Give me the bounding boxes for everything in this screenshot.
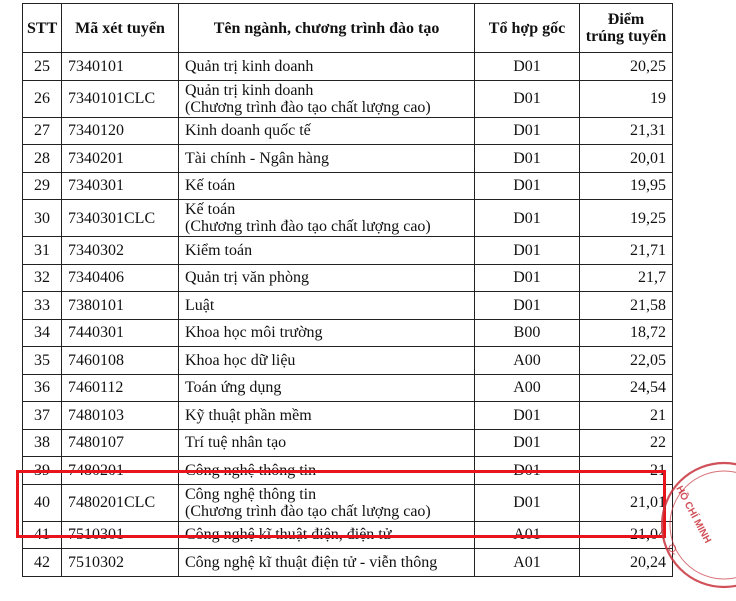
cell-stt: 31	[23, 237, 62, 265]
cell-stt: 29	[23, 172, 62, 200]
cell-combo: A00	[475, 347, 580, 375]
cell-code: 7340302	[62, 237, 179, 265]
program-name-line: Công nghệ kĩ thuật điện, điện tử	[185, 526, 392, 544]
cell-program-name	[179, 347, 475, 375]
cell-score: 22,05	[580, 347, 673, 375]
cell-program-name	[179, 237, 475, 265]
cell-code: 7480103	[62, 402, 179, 430]
cell-stt: 34	[23, 319, 62, 347]
table-row	[23, 117, 673, 145]
program-name-line: Quản trị văn phòng	[185, 269, 309, 287]
program-name-line: Toán ứng dụng	[185, 379, 282, 397]
program-name-line: Kinh doanh quốc tế	[185, 122, 311, 140]
cell-stt: 36	[23, 374, 62, 402]
cell-stt: 33	[23, 292, 62, 320]
table-row	[23, 172, 673, 200]
cell-stt: 41	[23, 521, 62, 549]
cell-score: 21,31	[580, 117, 673, 145]
cell-program-name	[179, 145, 475, 173]
table-row	[23, 402, 673, 430]
cell-combo: D01	[475, 80, 580, 117]
cell-stt: 39	[23, 457, 62, 485]
cell-combo: D01	[475, 145, 580, 173]
program-name-line: Tài chính - Ngân hàng	[185, 149, 329, 167]
cell-score: 20,24	[580, 549, 673, 577]
program-name-line: Công nghệ thông tin	[185, 461, 317, 479]
table-header-row	[23, 4, 673, 53]
cell-code: 7480201	[62, 457, 179, 485]
cell-stt: 26	[23, 80, 62, 117]
cell-program-name	[179, 200, 475, 237]
cell-stt: 30	[23, 200, 62, 237]
cell-combo: D01	[475, 457, 580, 485]
program-name-line: (Chương trình đào tạo chất lượng cao)	[185, 502, 431, 520]
cell-program-name	[179, 429, 475, 457]
table-row	[23, 145, 673, 173]
cell-score: 18,72	[580, 319, 673, 347]
cell-code: 7460108	[62, 347, 179, 375]
header-code: Mã xét tuyển	[62, 4, 179, 53]
cell-code: 7340101CLC	[62, 80, 179, 117]
cell-score: 21	[580, 402, 673, 430]
cell-combo: D01	[475, 292, 580, 320]
cell-code: 7460112	[62, 374, 179, 402]
cell-code: 7340101	[62, 53, 179, 81]
program-name-line: (Chương trình đào tạo chất lượng cao)	[185, 98, 431, 116]
cell-score: 22	[580, 429, 673, 457]
svg-text:HỒ CHÍ MINH: HỒ CHÍ MINH	[673, 484, 713, 546]
cell-score: 21,04	[580, 521, 673, 549]
cell-program-name	[179, 319, 475, 347]
table-row	[23, 237, 673, 265]
cell-stt: 25	[23, 53, 62, 81]
table-row	[23, 200, 673, 237]
table-row	[23, 549, 673, 577]
cell-stt: 42	[23, 549, 62, 577]
cell-code: 7510301	[62, 521, 179, 549]
cell-program-name	[179, 80, 475, 117]
cell-code: 7440301	[62, 319, 179, 347]
program-name-line: Khoa học môi trường	[185, 324, 323, 342]
cell-combo: D01	[475, 237, 580, 265]
cell-combo: B00	[475, 319, 580, 347]
cell-stt: 35	[23, 347, 62, 375]
cell-combo: D01	[475, 429, 580, 457]
cell-score: 21,01	[580, 484, 673, 521]
table-row	[23, 80, 673, 117]
header-program: Tên ngành, chương trình đào tạo	[179, 4, 475, 53]
table-row	[23, 347, 673, 375]
cell-program-name	[179, 549, 475, 577]
table-row	[23, 429, 673, 457]
cell-combo: A01	[475, 549, 580, 577]
cell-program-name	[179, 53, 475, 81]
cell-code: 7480201CLC	[62, 484, 179, 521]
cell-program-name	[179, 374, 475, 402]
cell-code: 7340201	[62, 145, 179, 173]
cell-code: 7340301	[62, 172, 179, 200]
table-row	[23, 53, 673, 81]
table-body	[23, 53, 673, 577]
cell-stt: 32	[23, 264, 62, 292]
cell-code: 7340406	[62, 264, 179, 292]
header-score-line1: Điểm	[607, 11, 645, 28]
cell-score: 21	[580, 457, 673, 485]
cell-combo: A01	[475, 521, 580, 549]
cell-program-name	[179, 521, 475, 549]
cell-score: 19	[580, 80, 673, 117]
table-row	[23, 521, 673, 549]
cell-score: 21,71	[580, 237, 673, 265]
program-name-line: Khoa học dữ liệu	[185, 351, 296, 369]
program-name-line: Công nghệ thông tin	[185, 485, 317, 503]
cell-score: 19,25	[580, 200, 673, 237]
admission-scores-table	[22, 3, 673, 577]
cell-stt: 38	[23, 429, 62, 457]
header-stt: STT	[23, 4, 62, 53]
cell-score: 21,58	[580, 292, 673, 320]
table-row	[23, 264, 673, 292]
cell-score: 20,25	[580, 53, 673, 81]
cell-program-name	[179, 172, 475, 200]
cell-score: 24,54	[580, 374, 673, 402]
cell-program-name	[179, 292, 475, 320]
cell-combo: D01	[475, 484, 580, 521]
cell-stt: 37	[23, 402, 62, 430]
program-name-line: Kế toán	[185, 201, 236, 218]
cell-combo: D01	[475, 264, 580, 292]
cell-program-name	[179, 484, 475, 521]
cell-stt: 40	[23, 484, 62, 521]
program-name-line: (Chương trình đào tạo chất lượng cao)	[185, 218, 431, 235]
program-name-line: Trí tuệ nhân tạo	[185, 434, 287, 452]
table-row	[23, 374, 673, 402]
program-name-line: Quản trị kinh doanh	[185, 57, 314, 75]
program-name-line: Kỹ thuật phần mềm	[185, 406, 312, 424]
cell-combo: D01	[475, 172, 580, 200]
cell-code: 7340301CLC	[62, 200, 179, 237]
cell-combo: A00	[475, 374, 580, 402]
cell-program-name	[179, 264, 475, 292]
cell-stt: 28	[23, 145, 62, 173]
header-combo: Tổ hợp gốc	[475, 4, 580, 53]
cell-program-name	[179, 457, 475, 485]
table-row	[23, 484, 673, 521]
cell-program-name	[179, 117, 475, 145]
table-row	[23, 319, 673, 347]
header-score	[580, 4, 673, 53]
program-name-line: Công nghệ kĩ thuật điện tử - viễn thông	[185, 553, 438, 571]
cell-stt: 27	[23, 117, 62, 145]
cell-program-name	[179, 402, 475, 430]
program-name-line: Kiểm toán	[185, 241, 253, 259]
cell-combo: D01	[475, 53, 580, 81]
cell-score: 20,01	[580, 145, 673, 173]
program-name-line: Luật	[185, 296, 215, 314]
program-name-line: Kế toán	[185, 177, 236, 195]
cell-code: 7480107	[62, 429, 179, 457]
cell-code: 7340120	[62, 117, 179, 145]
cell-combo: D01	[475, 117, 580, 145]
table-row	[23, 457, 673, 485]
header-score-line2: trúng tuyển	[585, 28, 667, 45]
program-name-line: Quản trị kinh doanh	[185, 81, 314, 99]
cell-combo: D01	[475, 200, 580, 237]
cell-code: 7380101	[62, 292, 179, 320]
svg-text:Q: Q	[668, 543, 677, 555]
cell-combo: D01	[475, 402, 580, 430]
cell-score: 19,95	[580, 172, 673, 200]
table-row	[23, 292, 673, 320]
cell-score: 21,7	[580, 264, 673, 292]
cell-code: 7510302	[62, 549, 179, 577]
